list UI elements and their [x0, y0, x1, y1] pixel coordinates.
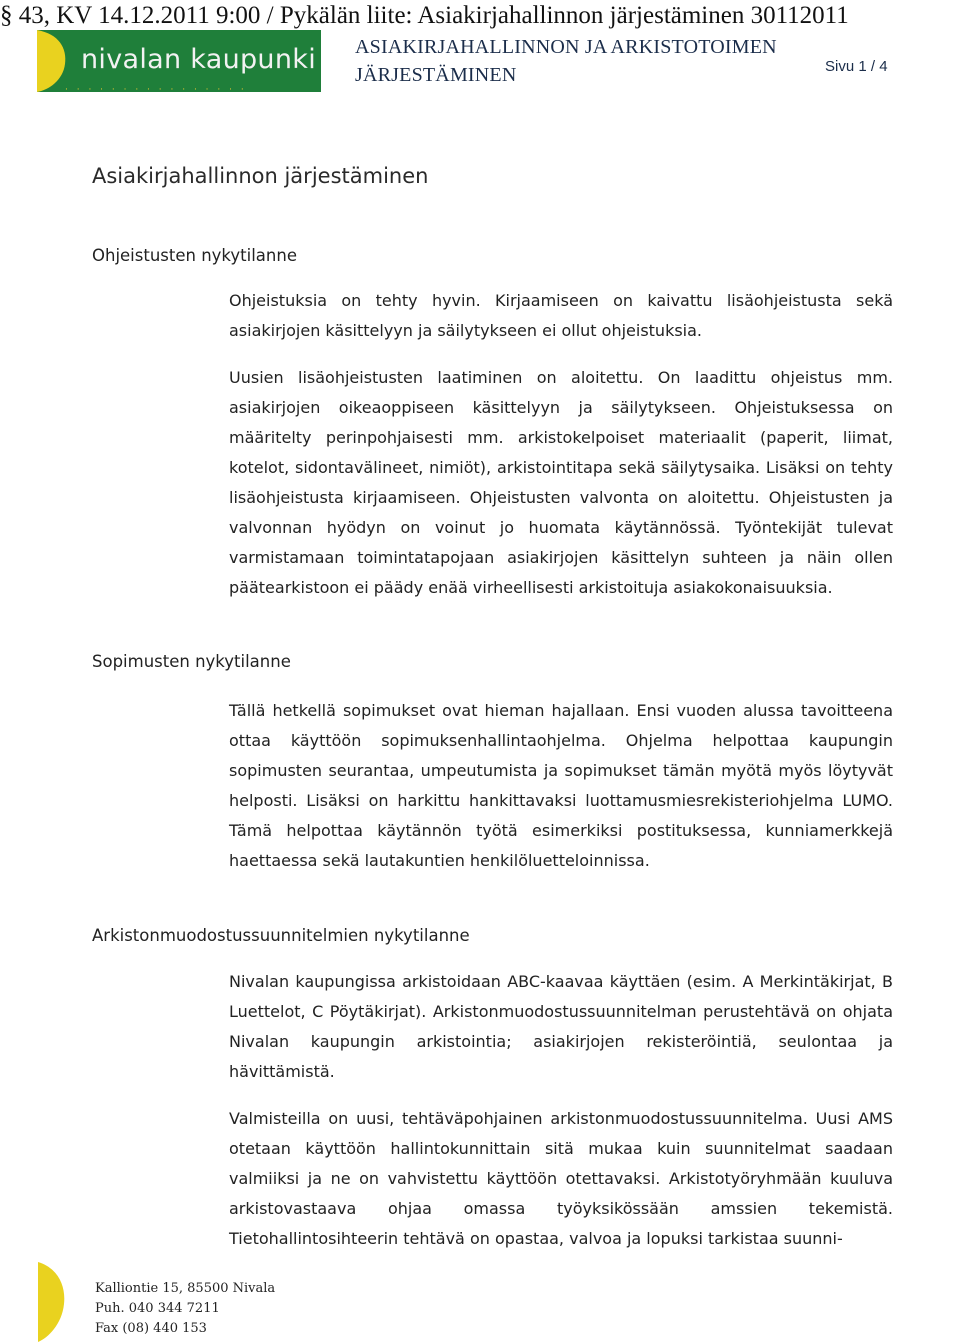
- main-heading: Asiakirjahallinnon järjestäminen: [92, 164, 429, 188]
- paragraph-sopimukset: Tällä hetkellä sopimukset ovat hieman hajallaan. Ensi vuoden alussa tavoitteena ottaa käyttöön sopimuksenhallintaohjelma. Ohjelma helpottaa kaupungin sopimusten seurantaa, umpeutumista ja sopimukset tämän myötä myös löytyvät helposti. Lisäksi on harkittu hankittavaksi luottamusmiesrekisteriohjelma LUMO. Tämä helpottaa käytännön työtä esimerkiksi postituksessa, kunniamerkkejä haettaessa sekä lautakuntien henkilöluetteloinnissa.: [229, 701, 893, 870]
- document-title: [355, 33, 777, 89]
- footer-leaf-icon: [38, 1262, 68, 1342]
- footer-address: Kalliontie 15, 85500 Nivala: [95, 1281, 276, 1296]
- document-title-line-2: JÄRJESTÄMINEN: [355, 64, 517, 86]
- footer-phone: Puh. 040 344 7211: [95, 1301, 220, 1316]
- heading-ohjeistusten-nykytilanne: Ohjeistusten nykytilanne: [92, 246, 297, 265]
- document-meta-line: § 43, KV 14.12.2011 9:00 / Pykälän liite: Asiakirjahallinnon järjestäminen 30112011: [0, 2, 849, 29]
- paragraph-ohjeistus-1: Ohjeistuksia on tehty hyvin. Kirjaamiseen on kaivattu lisäohjeistusta sekä asiakirjojen käsittelyyn ja säilytykseen ei ollut ohjeistuksia.: [229, 291, 893, 340]
- paragraph-arkisto-1: Nivalan kaupungissa arkistoidaan ABC-kaavaa käyttäen (esim. A Merkintäkirjat, B Luettelot, C Pöytäkirjat). Arkistonmuodostussuunnitelman perustehtävä on ohjata Nivalan kaupungin arkistointia; asiakirjojen rekisteröintiä, seulontaa ja hävittämistä.: [229, 972, 893, 1081]
- paragraph-ohjeistus-2: Uusien lisäohjeistusten laatiminen on aloitettu. On laadittu ohjeistus mm. asiakirjojen oikeaoppiseen käsittelyyn ja säilytykseen. Ohjeistuksessa on määritelty perinpohjaisesti mm. arkistokelpoiset materiaalit (paperit, liimat, kotelot, sidontavälineet, nimiöt), arkistointitapa sekä säilytysaika. Lisäksi on tehty lisäohjeistusta kirjaamiseen. Ohjeistusten valvonta on aloitettu. Ohjeistusten ja valvonnan hyödyn on voinut jo huomata käytännössä. Työntekijät tulevat varmistamaan toimintatapojaan asiakirjojen käsittelyn suhteen ja näin ollen päätearkistoon ei päädy enää virheellisesti arkistoituja asiakokonaisuuksia.: [229, 368, 893, 597]
- footer-fax: Fax (08) 440 153: [95, 1321, 207, 1336]
- document-title-line-1: ASIAKIRJAHALLINNON JA ARKISTOTOIMEN: [355, 36, 777, 58]
- logo-tagline: · · · · · · · · · · · · · · · ·: [65, 85, 247, 92]
- paragraph-arkisto-2: Valmisteilla on uusi, tehtäväpohjainen arkistonmuodostussuunnitelma. Uusi AMS otetaan käyttöön hallintokunnittain sitä mukaa kuin suunnitelmat saadaan valmiiksi ja ne on vahvistettu käyttöön otettavaksi. Arkistotyöryhmään kuuluva arkistovastaava ohjaa omassa työyksikössään amssien tekemistä. Tietohallintosihteerin tehtävä on opastaa, valvoa ja lopuksi tarkistaa suunni-: [229, 1109, 893, 1248]
- logo-name: nivalan kaupunki: [81, 44, 316, 75]
- heading-sopimusten-nykytilanne: Sopimusten nykytilanne: [92, 652, 291, 671]
- page-number: Sivu 1 / 4: [825, 58, 888, 75]
- nivala-logo: [37, 30, 321, 92]
- logo-leaf-icon: [37, 30, 73, 92]
- heading-arkistonmuodostus: Arkistonmuodostussuunnitelmien nykytilanne: [92, 926, 470, 945]
